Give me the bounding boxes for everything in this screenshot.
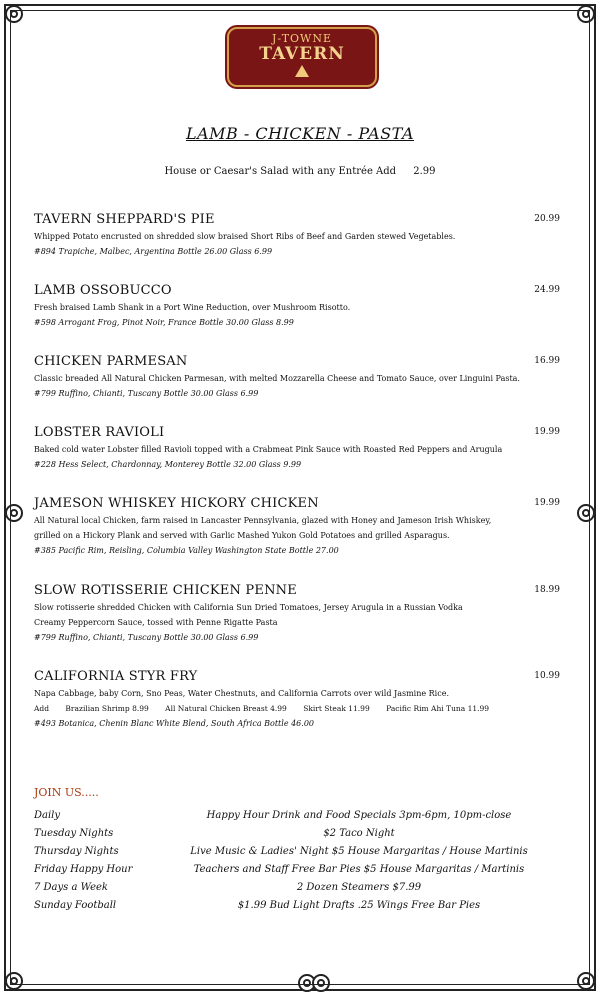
- wine-pairing: #894 Trapiche, Malbec, Argentina Bottle 26.00 Glass 6.99: [34, 247, 273, 256]
- event-description: Live Music & Ladies' Night $5 House Margaritas / House Martinis: [190, 846, 528, 857]
- menu-item-name: LAMB OSSOBUCCO: [34, 283, 172, 298]
- menu-item: [34, 425, 560, 472]
- menu-item-price: 24.99: [534, 285, 560, 295]
- event-row: [34, 900, 564, 918]
- add-ons: [34, 701, 560, 716]
- event-row: [34, 810, 564, 828]
- event-day: Tuesday Nights: [34, 828, 114, 839]
- menu-item-description: Baked cold water Lobster filled Ravioli topped with a Crabmeat Pink Sauce with Roasted Red Peppers and Arugula: [34, 445, 503, 454]
- event-description: Teachers and Staff Free Bar Pies $5 House Margaritas / Martinis: [193, 864, 525, 875]
- logo-title: TAVERN: [259, 44, 345, 64]
- event-description: $2 Taco Night: [323, 828, 395, 839]
- menu-item: [34, 583, 560, 645]
- event-description: 2 Dozen Steamers $7.99: [296, 882, 422, 893]
- wine-pairing: #799 Ruffino, Chianti, Tuscany Bottle 30.00 Glass 6.99: [34, 633, 259, 642]
- description-line: grilled on a Hickory Plank and served with Garlic Mashed Yukon Gold Potatoes and grilled Asparagus.: [34, 531, 450, 540]
- menu-item-description: Fresh braised Lamb Shank in a Port Wine Reduction, over Mushroom Risotto.: [34, 303, 351, 312]
- menu-item-price: 10.99: [534, 671, 560, 681]
- event-day: Sunday Football: [34, 900, 117, 911]
- menu-item: [34, 669, 560, 731]
- event-day: Daily: [34, 810, 61, 821]
- menu-item-name: SLOW ROTISSERIE CHICKEN PENNE: [34, 583, 297, 598]
- event-row: [34, 846, 564, 864]
- add-on-option: All Natural Chicken Breast 4.99: [165, 704, 287, 713]
- events-list: [34, 810, 564, 918]
- menu-item-price: 18.99: [534, 585, 560, 595]
- menu-item: [34, 212, 560, 259]
- join-us-title: JOIN US.....: [34, 786, 99, 799]
- salad-note: [0, 166, 600, 177]
- menu-item-description: Napa Cabbage, baby Corn, Sno Peas, Water Chestnuts, and California Carrots over wild Jasmine Rice.: [34, 689, 449, 698]
- event-description: Happy Hour Drink and Food Specials 3pm-6pm, 10pm-close: [206, 810, 512, 821]
- menu-item: [34, 354, 560, 401]
- wine-pairing: #228 Hess Select, Chardonnay, Monterey Bottle 32.00 Glass 9.99: [34, 460, 302, 469]
- menu-item-name: LOBSTER RAVIOLI: [34, 425, 165, 440]
- event-row: [34, 828, 564, 846]
- event-description: $1.99 Bud Light Drafts .25 Wings Free Bar Pies: [237, 900, 481, 911]
- menu-item-name: TAVERN SHEPPARD'S PIE: [34, 212, 215, 227]
- event-day: Thursday Nights: [34, 846, 119, 857]
- menu-item-description: Classic breaded All Natural Chicken Parmesan, with melted Mozzarella Cheese and Tomato Sauce, over Linguini Pasta.: [34, 374, 520, 383]
- menu-item-price: 19.99: [534, 427, 560, 437]
- wine-pairing: #799 Ruffino, Chianti, Tuscany Bottle 30.00 Glass 6.99: [34, 389, 259, 398]
- wine-pairing: #598 Arrogant Frog, Pinot Noir, France Bottle 30.00 Glass 8.99: [34, 318, 294, 327]
- logo-subtitle: J-TOWNE: [271, 32, 333, 45]
- wine-pairing: #385 Pacific Rim, Reisling, Columbia Valley Washington State Bottle 27.00: [34, 546, 339, 555]
- menu-item-price: 16.99: [534, 356, 560, 366]
- bell-icon: [295, 65, 309, 77]
- event-day: Friday Happy Hour: [34, 864, 133, 875]
- description-line: Creamy Peppercorn Sauce, tossed with Penne Rigatte Pasta: [34, 618, 278, 627]
- menu-item-name: JAMESON WHISKEY HICKORY CHICKEN: [34, 496, 319, 511]
- add-on-option: Skirt Steak 11.99: [303, 704, 370, 713]
- event-row: [34, 864, 564, 882]
- menu-item-description: [34, 600, 560, 630]
- menu-item-price: 20.99: [534, 214, 560, 224]
- add-on-option: Pacific Rim Ahi Tuna 11.99: [386, 704, 490, 713]
- tavern-logo: [227, 27, 377, 87]
- menu-item: [34, 496, 560, 558]
- menu-item: [34, 283, 560, 330]
- description-line: Slow rotisserie shredded Chicken with California Sun Dried Tomatoes, Jersey Arugula in a Russian Vodka: [34, 603, 463, 612]
- add-on-label: Add: [34, 704, 50, 713]
- menu-item-price: 19.99: [534, 498, 560, 508]
- menu-item-description: Whipped Potato encrusted on shredded slow braised Short Ribs of Beef and Garden stewed Vegetables.: [34, 232, 456, 241]
- wine-pairing: #493 Botanica, Chenin Blanc White Blend, South Africa Bottle 46.00: [34, 719, 314, 728]
- event-day: 7 Days a Week: [34, 882, 108, 893]
- add-on-option: Brazilian Shrimp 8.99: [65, 704, 149, 713]
- section-title: LAMB - CHICKEN - PASTA: [185, 124, 415, 143]
- salad-note-text: House or Caesar's Salad with any Entrée Add: [164, 166, 397, 177]
- description-line: All Natural local Chicken, farm raised in Lancaster Pennsylvania, glazed with Honey and Jameson Irish Whiskey,: [34, 516, 492, 525]
- salad-note-price: 2.99: [413, 166, 436, 177]
- menu-item-description: [34, 513, 560, 543]
- menu-item-name: CALIFORNIA STYR FRY: [34, 669, 198, 684]
- menu-item-name: CHICKEN PARMESAN: [34, 354, 188, 369]
- event-row: [34, 882, 564, 900]
